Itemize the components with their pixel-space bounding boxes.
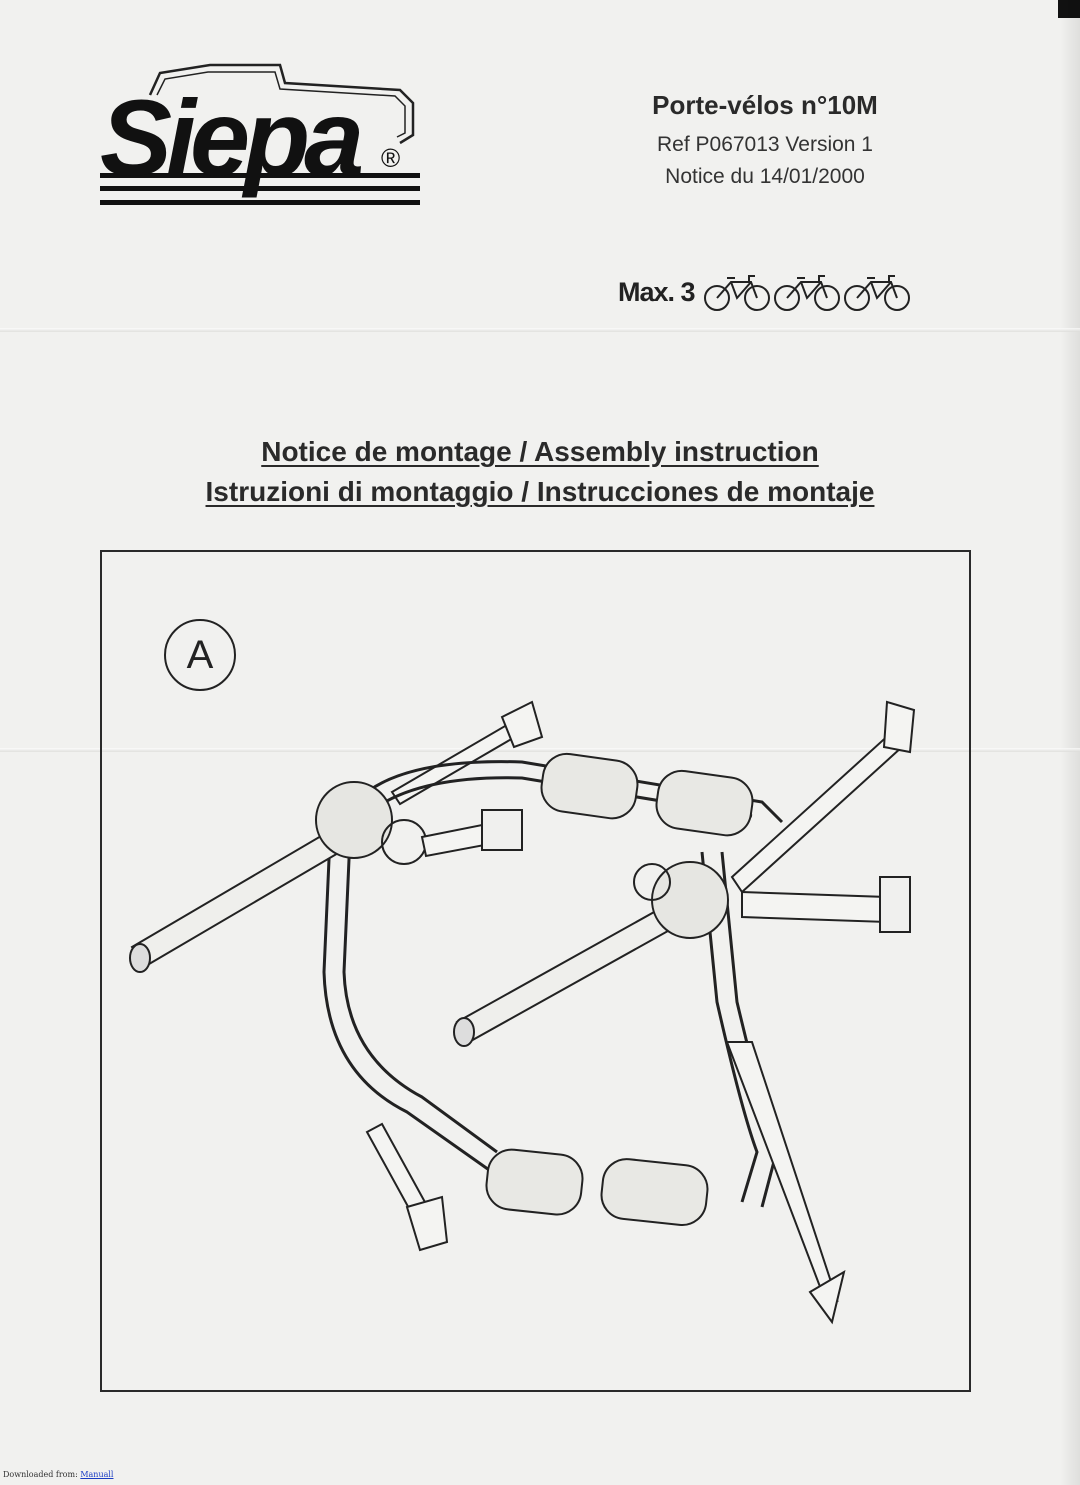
reference-line: Ref P067013 Version 1 (657, 133, 873, 156)
bike-rack-illustration (102, 552, 969, 1390)
download-note-prefix: Downloaded from: (3, 1470, 81, 1479)
notice-date: Notice du 14/01/2000 (665, 165, 865, 188)
instruction-titles (0, 432, 1080, 512)
capacity-label: Max. 3 (618, 276, 695, 307)
svg-text:®: ® (381, 143, 401, 173)
bicycle-icon (845, 276, 909, 310)
product-header (600, 90, 930, 193)
source-link[interactable]: Manuall (80, 1470, 114, 1479)
svg-text:Siepa: Siepa (100, 77, 359, 198)
bicycle-icon (775, 276, 839, 310)
bicycle-icon (705, 276, 769, 310)
download-note (3, 1470, 113, 1479)
title-line-2: Istruzioni di montaggio / Instrucciones de montaje (205, 476, 875, 507)
siepa-logo (95, 55, 425, 220)
fold-line (0, 328, 1080, 332)
paper-shadow (1060, 0, 1080, 1485)
capacity-indicator (618, 268, 913, 316)
product-title: Porte-vélos n°10M (652, 90, 878, 120)
title-line-1: Notice de montage / Assembly instruction (261, 436, 819, 467)
bicycle-icons (703, 270, 913, 314)
figure-label: A (164, 619, 236, 691)
figure-frame (100, 550, 971, 1392)
